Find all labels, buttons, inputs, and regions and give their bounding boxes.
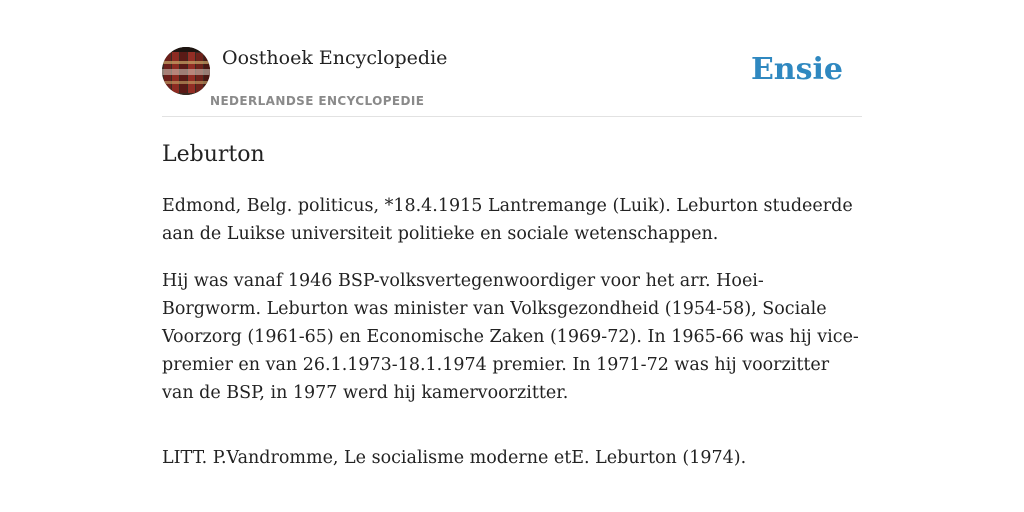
site-subtitle: NEDERLANDSE ENCYCLOPEDIE [210,94,425,108]
article-body [162,192,862,491]
site-title[interactable]: Oosthoek Encyclopedie [222,47,448,69]
site-header [162,46,862,117]
literature-reference: LITT. P.Vandromme, Le socialisme moderne etE. Leburton (1974). [162,448,747,468]
article-paragraph: Hij was vanaf 1946 BSP-volksvertegenwoordiger voor het arr. Hoei-Borgworm. Leburton was minister van Volksgezondheid (1954-58), Sociale Voorzorg (1961-65) en Economische Zaken (1969-72). In 1965-66 was hij vice-premier en van 26.1.1973-18.1.1974 premier. In 1971-72 was hij voorzitter van de BSP, in 1977 werd hij kamervoorzitter. [162,271,859,403]
brand-logo[interactable]: Ensie [750,52,843,87]
article-title: Leburton [162,142,265,167]
article-paragraph: Edmond, Belg. politicus, *18.4.1915 Lantremange (Luik). Leburton studeerde aan de Luikse universiteit politieke en sociale wetenschappen. [162,196,853,244]
encyclopedia-books-icon[interactable] [162,47,210,95]
